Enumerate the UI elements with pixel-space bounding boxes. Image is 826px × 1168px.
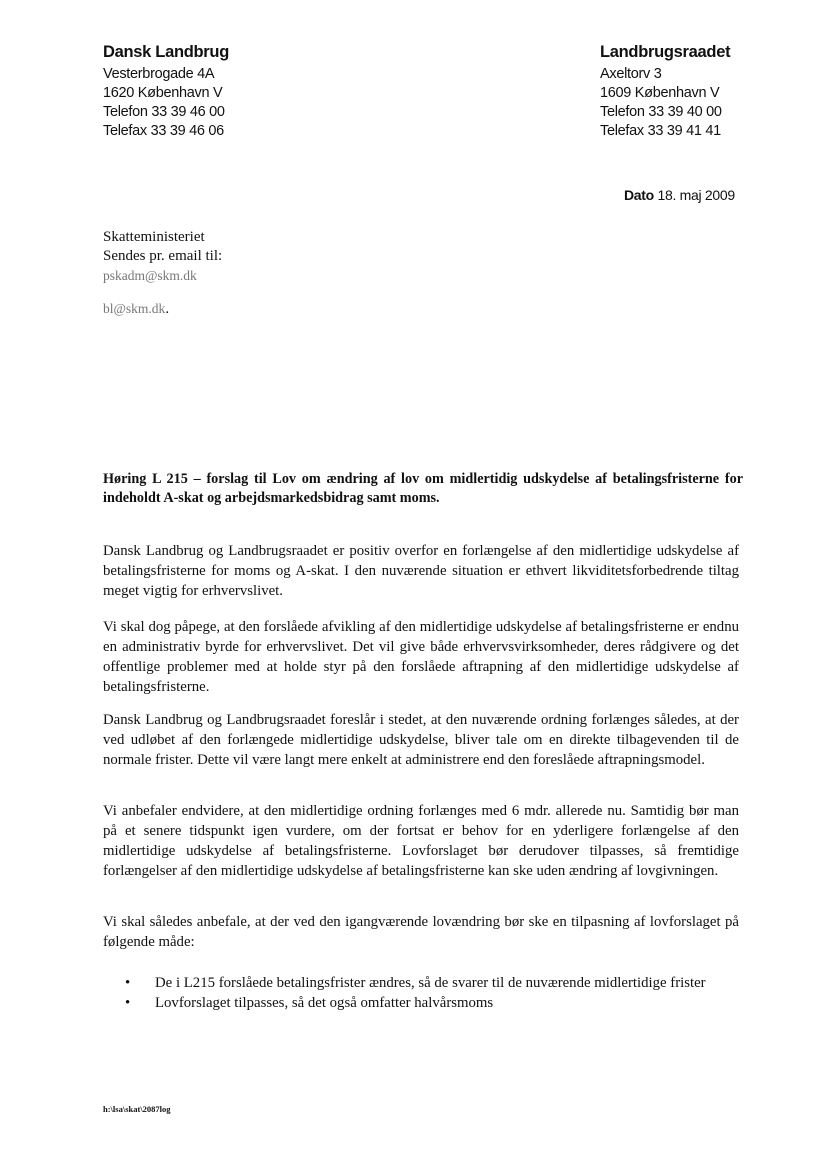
body-paragraph: Vi anbefaler endvidere, at den midlertidige ordning forlænges med 6 mdr. allerede nu. Samtidig bør man på et senere tidspunkt igen vurdere, om der fortsat er behov for en yderligere forlængelse af den midlertidige udskydelse af betalingsfristerne. Lovforslaget bør derudover tilpasses, så fremtidige forlængelser af den midlertidige udskydelse af betalingsfristerne kan ske uden ændring af lovgivningen. <box>103 803 739 879</box>
body-paragraph: Dansk Landbrug og Landbrugsraadet foreslår i stedet, at den nuværende ordning forlænges således, at der ved udløbet af den forlængede midlertidige udskydelse, bliver tale om en direkte tilbagevenden til de normale frister. Dette vil være langt mere enkelt at administrere end den foreslåede aftrapningsmodel. <box>103 712 739 768</box>
sender-street: Vesterbrogade 4A <box>103 66 215 82</box>
sender-city: 1609 København V <box>600 85 720 101</box>
recipient-block <box>103 228 222 319</box>
sender-fax: Telefax 33 39 46 06 <box>103 123 224 139</box>
list-item-text: Lovforslaget tilpasses, så det også omfatter halvårsmoms <box>155 995 494 1011</box>
letter-subject: Høring L 215 – forslag til Lov om ændring af lov om midlertidig udskydelse af betalingsfristerne for indeholdt A-skat og arbejdsmarkedsbidrag samt moms. <box>103 471 743 506</box>
sender-name: Dansk Landbrug <box>103 43 229 61</box>
sender-name: Landbrugsraadet <box>600 43 731 61</box>
sender-phone: Telefon 33 39 46 00 <box>103 104 225 120</box>
letter-date <box>624 187 735 203</box>
list-item <box>103 993 739 1013</box>
body-paragraph: Dansk Landbrug og Landbrugsraadet er positiv overfor en forlængelse af den midlertidige udskydelse af betalingsfristerne for moms og A-skat. I den nuværende situation er ethvert likviditetsforbedrende tiltag meget vigtig for erhvervslivet. <box>103 543 739 599</box>
recipient-email-2[interactable]: bl@skm.dk <box>103 301 166 316</box>
sender-fax: Telefax 33 39 41 41 <box>600 123 721 139</box>
recipient-email-2-suffix: . <box>165 301 170 317</box>
sender-street: Axeltorv 3 <box>600 66 662 82</box>
recipient-send-line: Sendes pr. email til: <box>103 248 223 264</box>
sender-city: 1620 København V <box>103 85 223 101</box>
list-item <box>103 973 739 993</box>
body-paragraph: Vi skal således anbefale, at der ved den igangværende lovændring bør ske en tilpasning af lovforslaget på følgende måde: <box>103 914 739 950</box>
recommendation-list <box>103 973 739 1013</box>
date-value: 18. maj 2009 <box>657 187 735 203</box>
bullet-icon: • <box>125 975 131 991</box>
sender-address-right <box>600 42 730 141</box>
sender-address-left <box>103 42 229 141</box>
bullet-icon: • <box>125 995 131 1011</box>
recipient-email-1[interactable]: pskadm@skm.dk <box>103 268 197 283</box>
file-path-footer: h:\lsa\skat\2087log <box>103 1104 171 1114</box>
recipient-name: Skatteministeriet <box>103 229 205 245</box>
body-paragraph: Vi skal dog påpege, at den forslåede afvikling af den midlertidige udskydelse af betalingsfristerne er endnu en administrativ byrde for erhvervslivet. Det vil give både erhvervsvirksomheder, deres rådgivere og det offentlige problemer med at holde styr på den forslåede aftrapning af den midlertidige udskydelse af betalingsfristerne. <box>103 619 739 695</box>
sender-phone: Telefon 33 39 40 00 <box>600 104 722 120</box>
list-item-text: De i L215 forslåede betalingsfrister ændres, så de svarer til de nuværende midlertidige frister <box>155 975 706 991</box>
date-label: Dato <box>624 187 654 203</box>
